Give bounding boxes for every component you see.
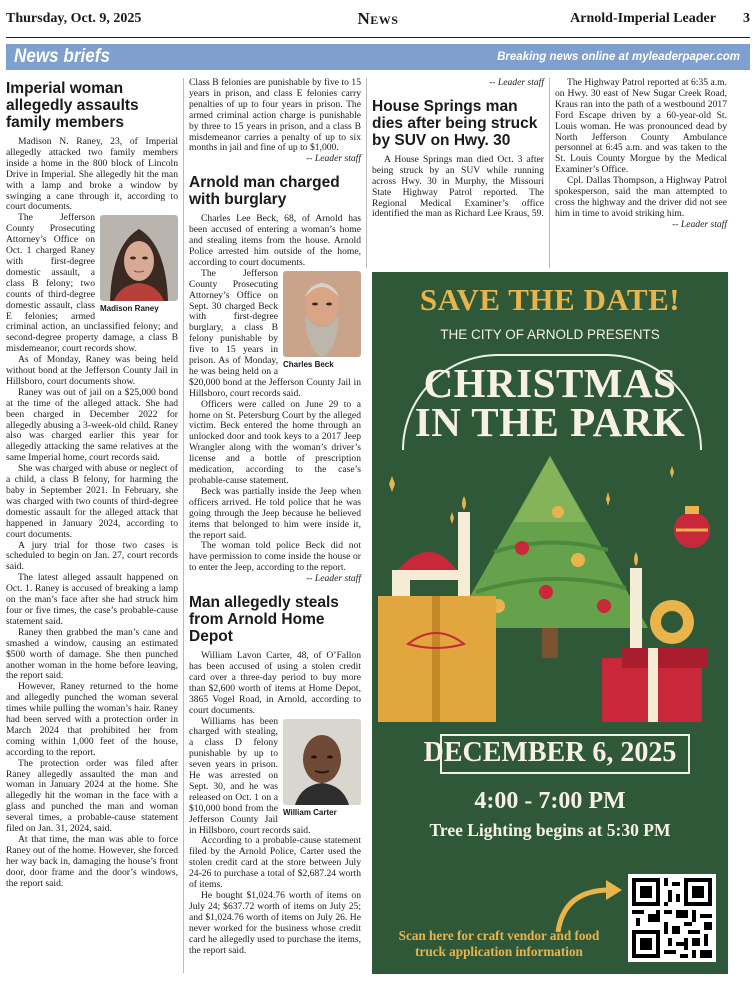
headline-kraus: House Springs man dies after being struck by SUV on Hwy. 30 bbox=[372, 97, 538, 149]
story-paragraph: Officers were called on June 29 to a home on St. Petersburg Court by the alleged victim. Beck entered the home through an unlocked door and took keys to a 2017 Jeep Wrangler along with the woman’s driver’s license and a bottle of prescription medication, according to the case’s probable-cause statement. bbox=[189, 398, 361, 486]
ad-tree-lighting: Tree Lighting begins at 5:30 PM bbox=[429, 820, 671, 840]
christmas-tree-illustration bbox=[372, 452, 728, 722]
story-paragraph: Raney was out of jail on a $25,000 bond at the time of the alleged attack. She had been charged in December 2022 for allegedly abusing a 3-week-old child. Raney also was charged earlier this year for allegedly attacking the same relatives at the same Imperial home, court records said. bbox=[6, 386, 178, 464]
story-paragraph: As of Monday, Raney was being held without bond at the Jefferson County Jail in Hillsboro, court documents show. bbox=[6, 354, 178, 387]
column-1 bbox=[6, 78, 178, 890]
photo-raney bbox=[100, 215, 178, 315]
headline-beck: Arnold man charged with burglary bbox=[189, 174, 340, 209]
photo-carter bbox=[283, 719, 361, 819]
column-3 bbox=[372, 78, 544, 220]
arrow-icon bbox=[548, 876, 628, 936]
byline-leader-staff: -- Leader staff bbox=[672, 218, 727, 230]
page-folio bbox=[6, 8, 750, 30]
story-paragraph: The latest alleged assault happened on Oct. 1. Raney is accused of breaking a lamp on the man’s face after she had struck him four or five times, the case’s probable-cause statement said. bbox=[6, 572, 178, 627]
qr-code[interactable] bbox=[628, 874, 716, 962]
story-paragraph: He bought $1,024.76 worth of items on July 24; $637.72 worth of items on July 25; and $1,024.76 worth of items on July 26. He never worked for the business whose credit card he allegedly used to purchase the items, the report said. bbox=[189, 890, 361, 956]
story-paragraph: The Jefferson County Prosecuting Attorney’s Office on Oct. 1 charged Raney with first-degree domestic assault, a class B felony; two counts of third-degree domestic assault, class E felonies; armed criminal action, an unclassified felony; and second-degree property damage, a class B misdemeanor, court records show. bbox=[6, 212, 178, 355]
ad-save-the-date: SAVE THE DATE! bbox=[419, 282, 681, 317]
issue-date: Thursday, Oct. 9, 2025 bbox=[6, 11, 142, 26]
headline-raney: Imperial woman allegedly assaults family members bbox=[6, 80, 139, 131]
story-paragraph: According to a probable-cause statement filed by the Arnold Police, Carter used the stolen credit card at the store between July 24-26 to purchase a total of $2,687.24 worth of items. bbox=[189, 835, 361, 891]
ad-event-title bbox=[372, 360, 728, 445]
story-paragraph: A House Springs man died Oct. 3 after being struck by an SUV while running across Hwy. 30 in Murphy, the Missouri State Highway Patrol reported. The Regional Medical Examiner’s office identified the man as Richard Lee Kraus, 59. bbox=[372, 153, 544, 220]
story-paragraph: However, Raney returned to the home and allegedly punched the woman several times while pulling the woman’s hair. Raney had been served with a protection order in March 2024 that prohibited her from coming within 1,000 feet of the house, according to the report. bbox=[6, 681, 178, 758]
column-divider bbox=[366, 78, 367, 268]
qr-code-icon bbox=[628, 874, 716, 962]
story-paragraph: Cpl. Dallas Thompson, a Highway Patrol spokesperson, said the man attempted to cross the highway and the driver did not see him in time to avoid striking him. bbox=[555, 175, 727, 219]
ad-presenter: THE CITY OF ARNOLD PRESENTS bbox=[440, 327, 660, 342]
story-paragraph: Beck was partially inside the Jeep when officers arrived. He told police that he was going through the Jeep because he believed items that belonged to him were inside it, the report said. bbox=[189, 485, 361, 541]
story-paragraph: Charles Lee Beck, 68, of Arnold has been accused of entering a woman’s home and stealing items from the house. Arnold Police arrested him outside of the home, according to court documents. bbox=[189, 213, 361, 268]
caption-carter: William Carter bbox=[283, 807, 337, 817]
story-paragraph: A jury trial for those two cases is scheduled to begin on Jan. 27, court records said. bbox=[6, 539, 178, 573]
column-divider bbox=[183, 78, 184, 973]
column-2 bbox=[189, 78, 361, 956]
photo-beck bbox=[283, 271, 361, 371]
caption-raney: Madison Raney bbox=[100, 304, 159, 314]
folio-rule bbox=[6, 37, 750, 38]
ad-title-line-2: IN THE PARK bbox=[414, 399, 686, 445]
page-number: 3 bbox=[743, 11, 750, 26]
section-name: News bbox=[357, 9, 399, 28]
story-paragraph: She was charged with abuse or neglect of a child, a class B felony, for harming the baby in September 2021. In February, she was charged with two counts of third-degree domestic assault for the alleged attack that happened in January 2024, according to court documents. bbox=[6, 463, 178, 540]
story-paragraph: William Lavon Carter, 48, of O’Fallon has been accused of using a stolen credit card over a three-day period to buy more than $2,600 worth of items at Home Depot, 3865 Vogel Road, in Arnold, according to court documents. bbox=[189, 650, 361, 716]
byline-leader-staff: -- Leader staff bbox=[306, 573, 361, 585]
byline-leader-staff: -- Leader staff bbox=[306, 153, 361, 165]
mugshot-carter bbox=[283, 719, 361, 805]
column-4 bbox=[555, 78, 727, 231]
story-paragraph: At that time, the man was able to force Raney out of the home. However, she forced her way back in, damaging the house’s front door, door frame and the door’s windows, the report said. bbox=[6, 834, 178, 889]
ad-title-line-1: CHRISTMAS bbox=[423, 360, 677, 406]
mugshot-beck bbox=[283, 271, 361, 357]
ad-event-date: DECEMBER 6, 2025 bbox=[423, 737, 677, 768]
story-paragraph: Madison N. Raney, 23, of Imperial allegedly attacked two family members inside a home in the 800 block of Lincoln Drive in Imperial. She allegedly hit the man with a lamp and broke a window by swinging a cane through it, according to court documents. bbox=[6, 136, 178, 213]
headline-carter: Man allegedly steals from Arnold Home Depot bbox=[189, 594, 339, 646]
story-paragraph: The protection order was filed after Raney allegedly assaulted the man and woman in January 2024 at the home. She allegedly hit the woman in the face with a glass and punched the man and woman several times, a probable-cause statement filed on Jan. 31, 2024, said. bbox=[6, 757, 178, 835]
news-briefs-band bbox=[6, 44, 750, 70]
caption-beck: Charles Beck bbox=[283, 359, 334, 369]
story-paragraph: The woman told police Beck did not have permission to come inside the house or to enter the Jeep, according to the report. bbox=[189, 540, 361, 574]
ad-event-time: 4:00 - 7:00 PM bbox=[474, 788, 626, 814]
christmas-in-the-park-ad bbox=[372, 272, 728, 974]
story-paragraph: Raney then grabbed the man’s cane and smashed a window, causing an estimated $500 worth of damage. She then punched another woman in the home before leaving, the report said. bbox=[6, 626, 178, 682]
paper-name: Arnold-Imperial Leader bbox=[570, 11, 716, 26]
story-paragraph: Class B felonies are punishable by five to 15 years in prison, and class E felonies carry penalties of up to four years in prison. The armed criminal action charge is punishable by three to 15 years in prison, and a class B misdemeanor carries a penalty of up to six months in jail and fine of up to $1,000. bbox=[189, 77, 361, 154]
story-paragraph: The Jefferson County Prosecuting Attorney’s Office on Sept. 30 charged Beck with first-degree burglary, a class B felony punishable by five to 15 years in prison. As of Monday, he was being held on a $20,000 bond at the Jefferson County Jail in Hillsboro, court records said. bbox=[189, 267, 361, 399]
byline-leader-staff: -- Leader staff bbox=[489, 77, 544, 88]
story-paragraph: Williams has been charged with stealing, a class D felony punishable by up to seven years in prison. He was arrested on Sept. 30, and he was released on Oct. 1 on a $10,000 bond from the Jefferson County Jail in Hillsboro, court records said. bbox=[189, 715, 311, 836]
mugshot-raney bbox=[100, 215, 178, 301]
story-paragraph: The Highway Patrol reported at 6:35 a.m. on Hwy. 30 east of New Sugar Creek Road, Kraus ran into the path of a westbound 2017 Ford Escape driven by a 60-year-old St. Louis woman. He was pronounced dead by North Jefferson County Ambulance personnel at 6:45 a.m. and was taken to the St. Louis County Morgue by the Medical Examiner’s Office. bbox=[555, 77, 727, 176]
band-title: News briefs bbox=[14, 46, 110, 67]
ad-scan-instructions: Scan here for craft vendor and food truck application information bbox=[398, 928, 600, 959]
column-divider bbox=[549, 78, 550, 268]
band-online-link[interactable]: Breaking news online at myleaderpaper.com bbox=[497, 51, 740, 63]
